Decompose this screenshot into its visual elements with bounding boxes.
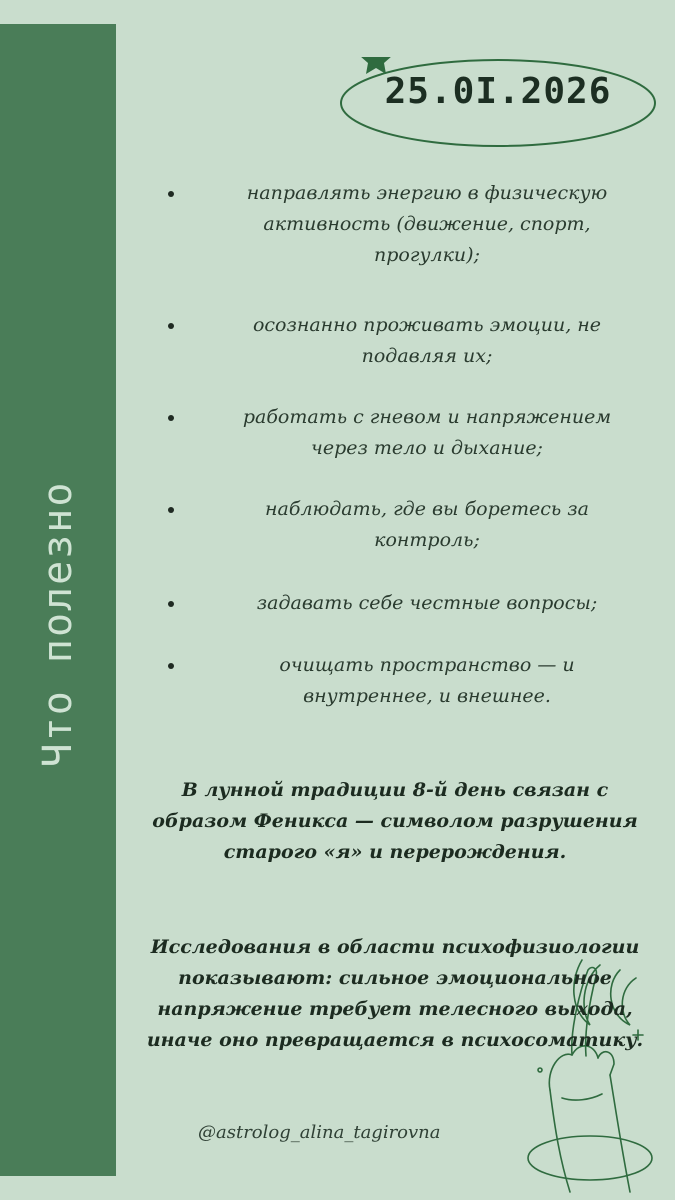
sidebar-title: Что полезно: [35, 480, 81, 768]
sidebar-panel: [0, 24, 116, 1176]
list-item: работать с гневом и напряжением через тело и дыхание;: [160, 402, 640, 464]
list-item: направлять энергию в физическую активность (движение, спорт, прогулки);: [160, 178, 640, 271]
bullet-icon: [168, 507, 174, 513]
bullet-icon: [168, 663, 174, 669]
phoenix-paragraph: В лунной традиции 8-й день связан с образом Феникса — символом разрушения старого «я» и перерождения.: [152, 779, 638, 863]
list-item: наблюдать, где вы боретесь за контроль;: [160, 494, 640, 556]
date-text: 25.0I.2026: [384, 71, 612, 112]
list-item: очищать пространство — и внутреннее, и внешнее.: [160, 650, 640, 712]
author-handle: @astrolog_alina_tagirovna: [198, 1122, 441, 1143]
bullet-icon: [168, 191, 174, 197]
list-item: осознанно проживать эмоции, не подавляя их;: [160, 310, 640, 372]
bullet-icon: [168, 323, 174, 329]
list-item: задавать себе честные вопросы;: [160, 588, 640, 619]
bullet-icon: [168, 601, 174, 607]
bullet-icon: [168, 415, 174, 421]
research-paragraph: Исследования в области психофизиологии показывают: сильное эмоциональное напряжение требует телесного выхода, иначе оно превращается в психосоматику.: [146, 936, 644, 1051]
date-badge: [338, 57, 658, 147]
